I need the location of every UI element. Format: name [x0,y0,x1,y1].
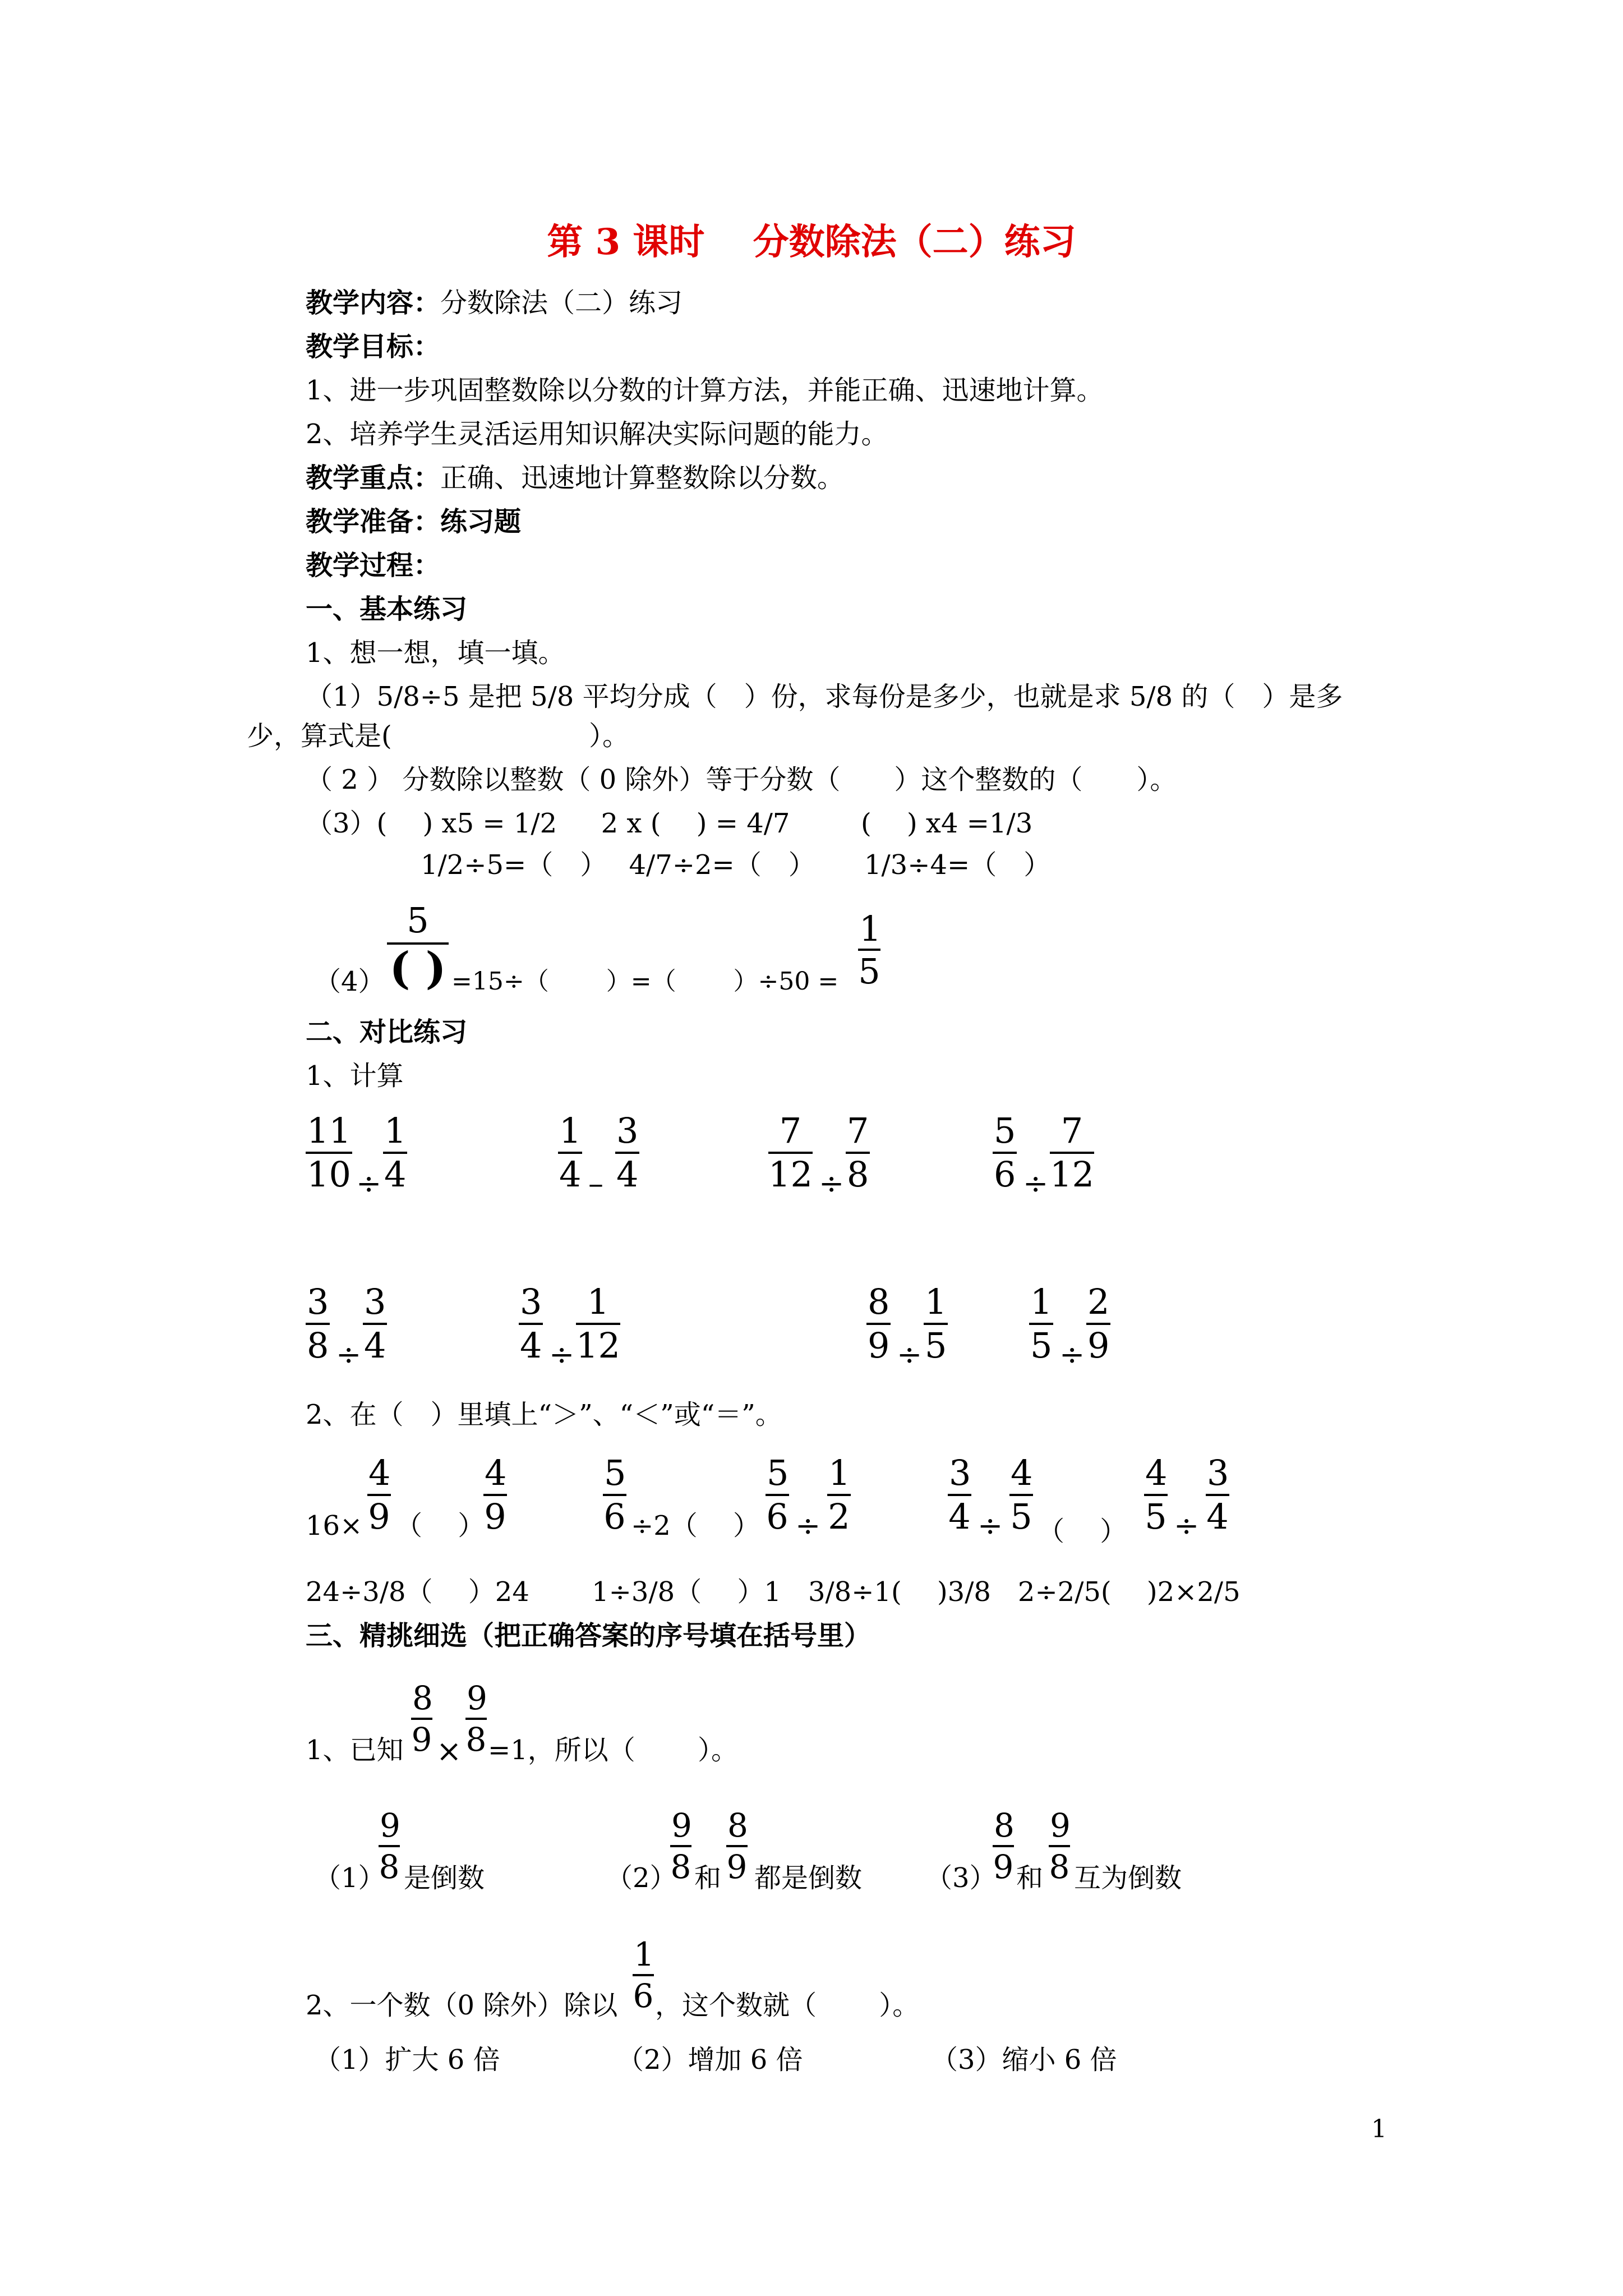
section1-q1-2: （ 2 ） 分数除以整数（ 0 除外）等于分数（ ）这个整数的（ ）。 [306,764,1177,795]
fraction-denominator: 9 [726,1848,748,1886]
section1-q1-4-text: =15÷（ ）=（ ）÷50 = [451,967,839,996]
fraction-one-fifth [858,908,882,992]
fraction [924,1281,948,1366]
fraction-denominator: 4 [559,1154,582,1195]
fraction-denominator: 8 [847,1154,869,1195]
opt1-label: （1） [314,1862,385,1894]
prep-value: 练习题 [440,506,522,537]
fraction-denominator: 10 [307,1154,351,1195]
section3-q1-pre: 1、已知 [306,1734,404,1766]
fraction-numerator: 4 [483,1456,507,1496]
fraction-denominator: 4 [616,1154,639,1195]
fraction-numerator: 1 [633,1938,654,1976]
goal-2: 2、培养学生灵活运用知识解决实际问题的能力。 [306,418,888,450]
fraction-denominator: 8 [465,1720,487,1759]
opt3-text: 互为倒数 [1074,1862,1182,1894]
cmp-a-prefix: 16× [306,1510,363,1542]
fraction-numerator: 3 [519,1285,543,1325]
opt2-label: （2） [606,1862,677,1894]
section2-q1: 1、计算 [306,1060,404,1092]
fraction-denominator: 5 [925,1325,947,1366]
fraction [411,1679,433,1759]
fraction-denominator: 6 [766,1496,789,1537]
fraction-denominator: 4 [948,1496,971,1537]
fraction-denominator: 5 [1010,1496,1032,1537]
operator-sign: ÷ [356,1166,382,1201]
opt2-text: 都是倒数 [754,1862,863,1894]
section1-q1-3b: 1/2÷5=（ ） 4/7÷2=（ ） 1/3÷4=（ ） [421,849,1051,881]
fraction-denominator: 5 [1030,1325,1053,1366]
cmp-c-mid: （ ） [1038,1516,1127,1547]
fraction [846,1110,870,1195]
fraction [993,1110,1017,1195]
fraction-denominator: 6 [994,1154,1016,1195]
section3-heading: 三、精挑细选（把正确答案的序号填在括号里） [306,1620,872,1651]
fraction-numerator: 7 [768,1114,813,1154]
fraction [383,1110,407,1195]
fraction-numerator: 1 [827,1456,851,1496]
fraction [519,1281,543,1366]
content-value: 分数除法（二）练习 [440,287,683,319]
fraction [1049,1806,1071,1886]
fraction-numerator: 3 [1206,1456,1229,1496]
fraction [766,1452,789,1537]
section1-q1-4-label: （4） [314,966,385,997]
fraction-numerator: 7 [1050,1114,1094,1154]
fraction-denominator: 12 [1050,1154,1094,1195]
fraction-denominator: 8 [670,1848,691,1886]
goal-1: 1、进一步巩固整数除以分数的计算方法，并能正确、迅速地计算。 [306,375,1104,406]
fraction-denominator: 2 [828,1496,850,1537]
q2-opt2: （2）增加 6 倍 [617,2044,803,2076]
fraction [558,1110,582,1195]
fraction-denominator: 5 [858,949,880,989]
operator-sign: ÷ [549,1337,575,1372]
fraction-denominator: 6 [633,1977,654,2015]
section3-q2-pre: 2、一个数（0 除外）除以 [306,1990,618,2021]
section1-heading: 一、基本练习 [306,593,468,625]
multiply-sign: × [436,1733,462,1769]
prep-line [306,505,521,539]
fraction [306,1110,352,1195]
fraction-numerator: 1 [558,1114,582,1154]
fraction-denominator: 9 [484,1496,506,1537]
fraction-numerator: 8 [866,1285,891,1325]
fraction-numerator: 4 [367,1456,391,1496]
fraction [306,1281,330,1366]
fraction-numerator: 1 [576,1285,620,1325]
fraction-numerator: 1 [383,1114,407,1154]
section1-q1-1a: （1）5/8÷5 是把 5/8 平均分成（ ）份，求每份是多少，也就是求 5/8 的（ ）是多 [306,681,1343,712]
fraction-numerator: 3 [363,1285,387,1325]
fraction [993,1806,1015,1886]
fraction-numerator: 9 [379,1809,400,1847]
fraction-numerator: 5 [766,1456,789,1496]
fraction-numerator: 1 [924,1285,948,1325]
operator-sign: ÷ [897,1337,923,1372]
fraction-numerator: 5 [993,1114,1017,1154]
fraction-denominator: 9 [368,1496,390,1537]
fraction-denominator: 5 [1145,1496,1167,1537]
operator-sign: ÷ [819,1166,845,1201]
fraction-denominator: 9 [993,1848,1014,1886]
fraction-numerator: 1 [1029,1285,1053,1325]
fraction-numerator: 11 [306,1114,352,1154]
cmp-a-mid: （ ） [395,1510,485,1542]
fraction [1009,1452,1033,1537]
q2-opt3: （3）缩小 6 倍 [931,2044,1117,2076]
fraction-numerator: 3 [306,1285,330,1325]
fraction-numerator: 8 [411,1682,432,1720]
fraction-numerator: 3 [948,1456,971,1496]
fraction-numerator: 9 [670,1809,691,1847]
fraction-numerator: 1 [859,908,882,949]
key-line [306,461,844,495]
fraction-denominator: 4 [364,1325,386,1366]
fraction [633,1935,654,2015]
page-title: 第 3 课时 分数除法（二）练习 [547,221,1076,263]
fraction [615,1110,639,1195]
fraction [1144,1452,1168,1537]
section2-heading: 二、对比练习 [306,1016,468,1048]
prep-label: 教学准备： [306,506,441,537]
operator-sign: – [588,1166,603,1201]
fraction-denominator: 12 [576,1325,620,1366]
section1-q1-3a: （3）( ) x5 = 1/2 2 x ( ) = 4/7 ( ) x4 =1/3 [306,808,1033,839]
fraction [379,1806,400,1886]
fraction-denominator: 9 [868,1325,890,1366]
opt2-and: 和 [694,1862,722,1894]
section1-q1-1b: 少，算式是( ）。 [247,720,629,752]
opt3-label: （3） [925,1862,997,1894]
section2-row3: 24÷3/8（ ）24 1÷3/8（ ）1 3/8÷1( )3/8 2÷2/5( )2×2/5 [306,1576,1241,1608]
fraction [363,1281,387,1366]
goals-label: 教学目标： [306,331,441,362]
fraction-denominator: ( ) [389,943,446,994]
fraction [576,1281,620,1366]
fraction [726,1806,748,1886]
content-line [306,286,683,320]
fraction-denominator: 8 [379,1848,400,1886]
fraction [948,1452,971,1537]
fraction-denominator: 4 [384,1154,407,1195]
fraction [1086,1281,1110,1366]
opt1-text: 是倒数 [404,1862,485,1894]
fraction-numerator: 8 [726,1809,748,1847]
fraction-denominator: 4 [1206,1496,1229,1537]
fraction [367,1452,391,1537]
fraction-numerator: 4 [1144,1456,1168,1496]
fraction-denominator: 8 [307,1325,329,1366]
section1-q1: 1、想一想，填一填。 [306,637,565,669]
q2-opt1: （1）扩大 6 倍 [314,2044,500,2076]
fraction [483,1452,507,1537]
process-label: 教学过程： [306,550,441,581]
page-number: 1 [1371,2115,1387,2143]
operator-sign: ÷ [336,1337,362,1372]
content-label: 教学内容： [306,287,441,319]
fraction-denominator: 9 [1087,1325,1110,1366]
fraction-denominator: 6 [603,1496,626,1537]
fraction [768,1110,813,1195]
fraction-numerator: 3 [615,1114,639,1154]
fraction-denominator: 8 [1049,1848,1070,1886]
fraction [1029,1281,1053,1366]
section3-q2-post: ，这个数就（ ）。 [655,1990,920,2021]
fraction-numerator: 8 [993,1809,1014,1847]
cmp-b-mid: ÷2（ ） [631,1510,760,1542]
opt3-and: 和 [1016,1862,1044,1894]
fraction-numerator: 5 [387,903,449,945]
operator-sign: ÷ [1023,1166,1049,1201]
divide-sign: ÷ [978,1508,1003,1543]
fraction [866,1281,891,1366]
fraction [603,1452,626,1537]
fraction-denominator: 12 [768,1154,813,1195]
fraction-numerator: 9 [1049,1809,1070,1847]
fraction-denominator: 9 [411,1720,432,1759]
operator-sign: ÷ [1059,1337,1085,1372]
fraction-numerator: 4 [1009,1456,1033,1496]
divide-sign: ÷ [795,1508,821,1543]
fraction [827,1452,851,1537]
fraction-numerator: 2 [1086,1285,1110,1325]
key-label: 教学重点： [306,462,441,494]
fraction-numerator: 7 [846,1114,870,1154]
key-value: 正确、迅速地计算整数除以分数。 [440,462,845,494]
fraction [465,1679,487,1759]
section3-q1-post: =1，所以（ ）。 [488,1734,739,1766]
fraction-denominator: 4 [520,1325,542,1366]
fraction [670,1806,692,1886]
fraction [1050,1110,1094,1195]
fraction [1206,1452,1229,1537]
section2-q2: 2、在（ ）里填上“＞”、“＜”或“＝”。 [306,1399,782,1430]
blank-fraction [387,900,449,994]
fraction-numerator: 9 [465,1682,487,1720]
divide-sign: ÷ [1174,1508,1200,1543]
fraction-numerator: 5 [603,1456,626,1496]
